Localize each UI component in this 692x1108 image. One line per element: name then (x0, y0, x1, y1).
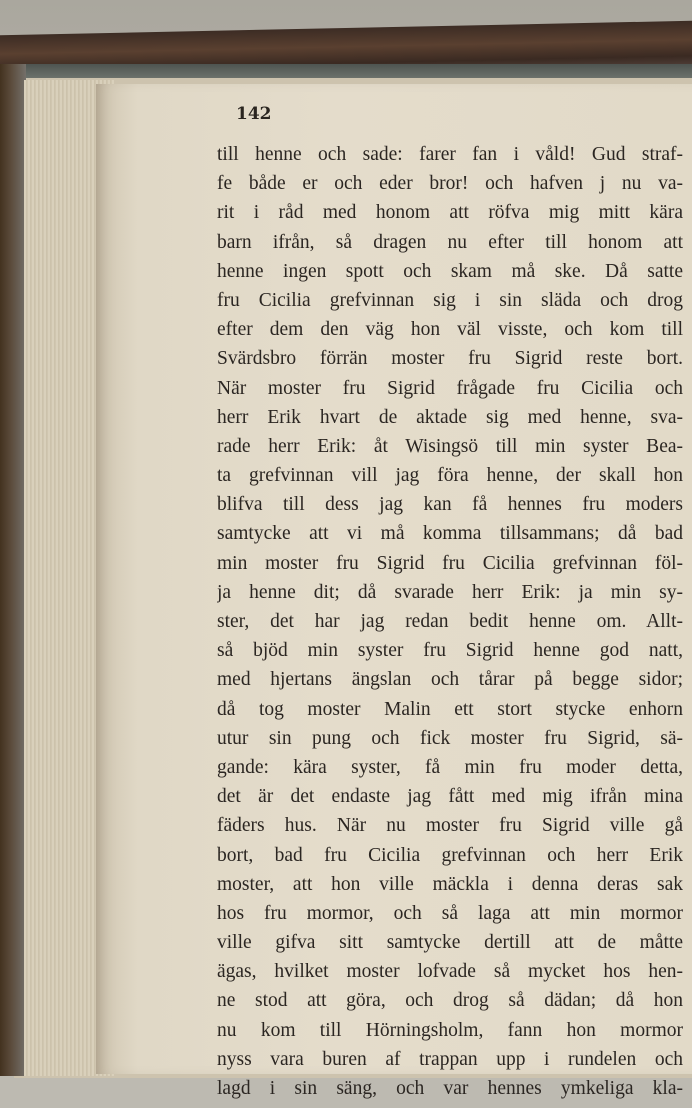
text-line: ne stod att göra, och drog så dädan; då hon (217, 990, 683, 1012)
text-line: ja henne dit; då svarade herr Erik: ja min sy- (217, 581, 683, 603)
text-line: till henne och sade: farer fan i våld! Gud straf- (217, 144, 683, 165)
text-line: då tog moster Malin ett stort stycke enhorn (217, 698, 683, 720)
book-spine-edge (0, 64, 26, 1076)
text-line: fe både er och eder bror! och hafven j nu va- (217, 173, 683, 195)
text-line: moster, att hon ville mäckla i denna deras sak (217, 873, 683, 895)
text-line: herr Erik hvart de aktade sig med henne, sva- (217, 406, 683, 428)
text-line: det är det endaste jag fått med mig ifrån mina (217, 786, 683, 808)
text-line: nyss vara buren af trappan upp i rundelen och (217, 1048, 683, 1070)
text-line: rade herr Erik: åt Wisingsö till min syster Bea- (217, 435, 683, 457)
text-line: efter dem den väg hon väl visste, och kom till (217, 319, 683, 341)
text-line: ville gifva sitt samtycke dertill att de måtte (217, 932, 683, 954)
text-line: blifva till dess jag kan få hennes fru moders (217, 494, 683, 516)
text-line: fäders hus. När nu moster fru Sigrid ville gå (217, 815, 683, 837)
text-line: När moster fru Sigrid frågade fru Cicilia och (217, 377, 683, 399)
text-line: min moster fru Sigrid fru Cicilia grefvinnan föl- (217, 552, 683, 574)
text-line: henne ingen spott och skam må ske. Då satte (217, 260, 683, 282)
text-line: utur sin pung och fick moster fru Sigrid, sä- (217, 727, 683, 749)
text-line: Svärdsbro förrän moster fru Sigrid reste bort. (217, 348, 683, 370)
body-text (217, 140, 683, 1103)
text-line: hos fru mormor, och så laga att min mormor (217, 902, 683, 924)
text-line: bort, bad fru Cicilia grefvinnan och herr Erik (217, 844, 683, 866)
page-number: 142 (236, 104, 272, 124)
text-line: så bjöd min syster fru Sigrid henne god natt, (217, 640, 683, 662)
text-line: ster, det har jag redan bedit henne om. Allt- (217, 611, 683, 632)
text-line: med hjertans ängslan och tårar på begge sidor; (217, 669, 683, 691)
text-line: gande: kära syster, få min fru moder detta, (217, 756, 683, 778)
text-line: samtycke att vi må komma tillsammans; då bad (217, 523, 683, 545)
text-line: fru Cicilia grefvinnan sig i sin släda och drog (217, 289, 683, 311)
text-line: barn ifrån, så dragen nu efter till honom att (217, 231, 683, 253)
text-line: ta grefvinnan vill jag föra henne, der skall hon (217, 465, 683, 487)
text-line: ägas, hvilket moster lofvade så mycket hos hen- (217, 961, 683, 983)
text-line: rit i råd med honom att röfva mig mitt kära (217, 202, 683, 224)
text-line: nu kom till Hörningsholm, fann hon mormor (217, 1019, 683, 1041)
text-line: lagd i sin säng, och var hennes ymkeliga kla- (217, 1078, 683, 1099)
